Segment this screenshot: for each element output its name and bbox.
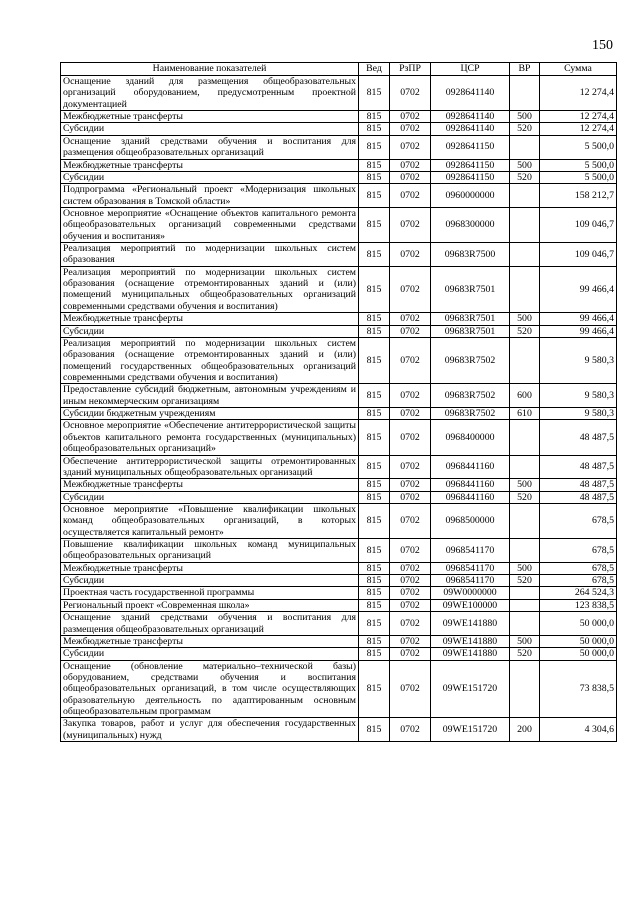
row-rzpr: 0702 <box>390 420 431 455</box>
row-name: Субсидии бюджетным учреждениям <box>61 408 359 420</box>
table-row <box>61 503 617 538</box>
table-row <box>61 384 617 408</box>
row-csr: 0928641150 <box>431 159 510 171</box>
row-vr <box>510 337 540 383</box>
row-vr <box>510 455 540 479</box>
row-ved: 815 <box>359 207 390 242</box>
row-vr <box>510 266 540 312</box>
row-vr <box>510 420 540 455</box>
row-vr <box>510 207 540 242</box>
table-header-row <box>61 63 617 76</box>
row-csr: 09683R7501 <box>431 325 510 337</box>
row-vr <box>510 135 540 159</box>
row-rzpr: 0702 <box>390 408 431 420</box>
row-ved: 815 <box>359 111 390 123</box>
row-sum: 9 580,3 <box>540 408 617 420</box>
row-name: Субсидии <box>61 648 359 660</box>
row-rzpr: 0702 <box>390 337 431 383</box>
table-row <box>61 123 617 135</box>
row-sum: 264 524,3 <box>540 587 617 599</box>
row-csr: 09683R7500 <box>431 243 510 267</box>
row-vr: 520 <box>510 123 540 135</box>
row-csr: 0928641140 <box>431 76 510 111</box>
table-row <box>61 313 617 325</box>
row-csr: 09683R7502 <box>431 384 510 408</box>
table-row <box>61 660 617 718</box>
row-ved: 815 <box>359 587 390 599</box>
row-ved: 815 <box>359 491 390 503</box>
table-row <box>61 337 617 383</box>
row-name: Субсидии <box>61 171 359 183</box>
row-ved: 815 <box>359 612 390 636</box>
row-rzpr: 0702 <box>390 503 431 538</box>
row-sum: 9 580,3 <box>540 384 617 408</box>
row-vr <box>510 76 540 111</box>
row-name: Субсидии <box>61 123 359 135</box>
row-ved: 815 <box>359 539 390 563</box>
row-ved: 815 <box>359 660 390 718</box>
row-ved: 815 <box>359 718 390 742</box>
table-row <box>61 266 617 312</box>
table-row <box>61 491 617 503</box>
row-csr: 09683R7502 <box>431 337 510 383</box>
row-csr: 0968300000 <box>431 207 510 242</box>
row-ved: 815 <box>359 420 390 455</box>
row-vr: 520 <box>510 575 540 587</box>
table-row <box>61 135 617 159</box>
table-row <box>61 635 617 647</box>
row-name: Субсидии <box>61 491 359 503</box>
row-name: Межбюджетные трансферты <box>61 111 359 123</box>
table-row <box>61 184 617 208</box>
row-sum: 12 274,4 <box>540 111 617 123</box>
row-rzpr: 0702 <box>390 325 431 337</box>
row-sum: 99 466,4 <box>540 325 617 337</box>
row-sum: 12 274,4 <box>540 123 617 135</box>
row-vr: 500 <box>510 159 540 171</box>
row-vr <box>510 660 540 718</box>
row-ved: 815 <box>359 503 390 538</box>
budget-table <box>60 62 617 742</box>
row-ved: 815 <box>359 562 390 574</box>
row-vr: 500 <box>510 562 540 574</box>
row-ved: 815 <box>359 171 390 183</box>
row-rzpr: 0702 <box>390 123 431 135</box>
row-sum: 50 000,0 <box>540 612 617 636</box>
row-csr: 0928641140 <box>431 111 510 123</box>
page-number: 150 <box>592 38 613 53</box>
row-rzpr: 0702 <box>390 111 431 123</box>
row-csr: 0968541170 <box>431 539 510 563</box>
table-row <box>61 587 617 599</box>
row-rzpr: 0702 <box>390 612 431 636</box>
row-vr <box>510 587 540 599</box>
row-csr: 0928641150 <box>431 171 510 183</box>
row-csr: 0968441160 <box>431 455 510 479</box>
row-csr: 0968541170 <box>431 575 510 587</box>
row-name: Оснащение зданий для размещения общеобразовательных организаций оборудованием, предусмотренным проектной документацией <box>61 76 359 111</box>
row-rzpr: 0702 <box>390 479 431 491</box>
row-rzpr: 0702 <box>390 575 431 587</box>
row-ved: 815 <box>359 479 390 491</box>
row-rzpr: 0702 <box>390 184 431 208</box>
row-ved: 815 <box>359 135 390 159</box>
row-csr: 0968441160 <box>431 479 510 491</box>
row-rzpr: 0702 <box>390 599 431 611</box>
row-ved: 815 <box>359 648 390 660</box>
row-name: Реализация мероприятий по модернизации школьных систем образования (оснащение отремонтированных зданий и (или) помещений муниципальных общеобразовательных организаций современными средствами обучения и воспитания) <box>61 266 359 312</box>
row-vr: 610 <box>510 408 540 420</box>
row-ved: 815 <box>359 266 390 312</box>
row-name: Основное мероприятие «Оснащение объектов капитального ремонта общеобразовательных организаций современными средствами обучения и воспитания» <box>61 207 359 242</box>
table-row <box>61 599 617 611</box>
row-name: Реализация мероприятий по модернизации школьных систем образования <box>61 243 359 267</box>
row-rzpr: 0702 <box>390 243 431 267</box>
row-name: Закупка товаров, работ и услуг для обеспечения государственных (муниципальных) нужд <box>61 718 359 742</box>
row-name: Проектная часть государственной программы <box>61 587 359 599</box>
row-csr: 09683R7501 <box>431 266 510 312</box>
row-rzpr: 0702 <box>390 171 431 183</box>
row-rzpr: 0702 <box>390 266 431 312</box>
row-sum: 678,5 <box>540 575 617 587</box>
row-vr: 520 <box>510 648 540 660</box>
row-csr: 09683R7502 <box>431 408 510 420</box>
header-rzpr: РзПР <box>390 63 431 76</box>
row-sum: 678,5 <box>540 562 617 574</box>
row-name: Субсидии <box>61 575 359 587</box>
row-vr: 500 <box>510 111 540 123</box>
row-sum: 99 466,4 <box>540 266 617 312</box>
row-rzpr: 0702 <box>390 491 431 503</box>
table-row <box>61 479 617 491</box>
row-vr: 500 <box>510 313 540 325</box>
row-rzpr: 0702 <box>390 135 431 159</box>
row-vr: 500 <box>510 479 540 491</box>
row-sum: 5 500,0 <box>540 135 617 159</box>
row-rzpr: 0702 <box>390 648 431 660</box>
row-ved: 815 <box>359 159 390 171</box>
table-row <box>61 539 617 563</box>
row-vr <box>510 243 540 267</box>
table-row <box>61 562 617 574</box>
row-name: Оснащение зданий средствами обучения и воспитания для размещения общеобразовательных организаций <box>61 612 359 636</box>
row-ved: 815 <box>359 384 390 408</box>
row-vr <box>510 612 540 636</box>
row-csr: 09WE151720 <box>431 718 510 742</box>
row-sum: 12 274,4 <box>540 76 617 111</box>
row-sum: 123 838,5 <box>540 599 617 611</box>
row-sum: 109 046,7 <box>540 243 617 267</box>
row-csr: 0968500000 <box>431 503 510 538</box>
header-sum: Сумма <box>540 63 617 76</box>
row-rzpr: 0702 <box>390 660 431 718</box>
row-sum: 5 500,0 <box>540 171 617 183</box>
row-name: Основное мероприятие «Повышение квалификации школьных команд общеобразовательных организаций, в которых осуществляется капитальный ремонт» <box>61 503 359 538</box>
row-ved: 815 <box>359 635 390 647</box>
row-sum: 50 000,0 <box>540 635 617 647</box>
row-rzpr: 0702 <box>390 539 431 563</box>
row-rzpr: 0702 <box>390 562 431 574</box>
row-ved: 815 <box>359 243 390 267</box>
row-name: Обеспечение антитеррористической защиты отремонтированных зданий муниципальных общеобразовательных организаций <box>61 455 359 479</box>
row-sum: 109 046,7 <box>540 207 617 242</box>
row-csr: 09WE100000 <box>431 599 510 611</box>
header-csr: ЦСР <box>431 63 510 76</box>
row-name: Межбюджетные трансферты <box>61 562 359 574</box>
row-ved: 815 <box>359 184 390 208</box>
row-vr <box>510 599 540 611</box>
row-csr: 0968541170 <box>431 562 510 574</box>
table-row <box>61 408 617 420</box>
table-row <box>61 575 617 587</box>
row-csr: 0928641140 <box>431 123 510 135</box>
row-sum: 48 487,5 <box>540 491 617 503</box>
row-rzpr: 0702 <box>390 587 431 599</box>
row-csr: 0968441160 <box>431 491 510 503</box>
row-sum: 48 487,5 <box>540 479 617 491</box>
row-ved: 815 <box>359 408 390 420</box>
row-name: Оснащение зданий средствами обучения и воспитания для размещения общеобразовательных организаций <box>61 135 359 159</box>
table-row <box>61 76 617 111</box>
row-name: Региональный проект «Современная школа» <box>61 599 359 611</box>
table-row <box>61 420 617 455</box>
table-row <box>61 243 617 267</box>
row-name: Предоставление субсидий бюджетным, автономным учреждениям и иным некоммерческим организациям <box>61 384 359 408</box>
row-rzpr: 0702 <box>390 207 431 242</box>
row-csr: 09WE151720 <box>431 660 510 718</box>
row-vr <box>510 184 540 208</box>
row-ved: 815 <box>359 123 390 135</box>
table-row <box>61 111 617 123</box>
row-vr <box>510 503 540 538</box>
row-vr: 500 <box>510 635 540 647</box>
row-rzpr: 0702 <box>390 159 431 171</box>
table-row <box>61 171 617 183</box>
row-name: Повышение квалификации школьных команд муниципальных общеобразовательных организаций <box>61 539 359 563</box>
row-ved: 815 <box>359 575 390 587</box>
row-rzpr: 0702 <box>390 635 431 647</box>
table-row <box>61 159 617 171</box>
row-sum: 158 212,7 <box>540 184 617 208</box>
table-row <box>61 207 617 242</box>
row-rzpr: 0702 <box>390 718 431 742</box>
row-vr: 520 <box>510 171 540 183</box>
header-name: Наименование показателей <box>61 63 359 76</box>
row-sum: 48 487,5 <box>540 455 617 479</box>
row-rzpr: 0702 <box>390 76 431 111</box>
row-csr: 09WE141880 <box>431 635 510 647</box>
row-name: Субсидии <box>61 325 359 337</box>
row-ved: 815 <box>359 76 390 111</box>
row-sum: 678,5 <box>540 539 617 563</box>
row-sum: 50 000,0 <box>540 648 617 660</box>
row-csr: 09WE141880 <box>431 612 510 636</box>
row-sum: 48 487,5 <box>540 420 617 455</box>
row-csr: 0968400000 <box>431 420 510 455</box>
table-row <box>61 612 617 636</box>
row-sum: 678,5 <box>540 503 617 538</box>
table-row <box>61 648 617 660</box>
row-sum: 73 838,5 <box>540 660 617 718</box>
row-vr: 520 <box>510 491 540 503</box>
row-name: Межбюджетные трансферты <box>61 313 359 325</box>
row-vr: 600 <box>510 384 540 408</box>
row-ved: 815 <box>359 313 390 325</box>
row-name: Межбюджетные трансферты <box>61 635 359 647</box>
row-ved: 815 <box>359 455 390 479</box>
header-ved: Вед <box>359 63 390 76</box>
row-name: Основное мероприятие «Обеспечение антитеррористической защиты объектов капитального ремонта государственных (муниципальных) общеобразовательных организаций» <box>61 420 359 455</box>
row-vr: 520 <box>510 325 540 337</box>
header-vr: ВР <box>510 63 540 76</box>
row-sum: 4 304,6 <box>540 718 617 742</box>
row-sum: 99 466,4 <box>540 313 617 325</box>
row-csr: 09683R7501 <box>431 313 510 325</box>
row-csr: 0960000000 <box>431 184 510 208</box>
row-sum: 9 580,3 <box>540 337 617 383</box>
row-name: Подпрограмма «Региональный проект «Модернизация школьных систем образования в Томской области» <box>61 184 359 208</box>
table-row <box>61 455 617 479</box>
row-ved: 815 <box>359 337 390 383</box>
row-name: Межбюджетные трансферты <box>61 479 359 491</box>
row-ved: 815 <box>359 599 390 611</box>
row-csr: 0928641150 <box>431 135 510 159</box>
row-vr <box>510 539 540 563</box>
row-name: Реализация мероприятий по модернизации школьных систем образования (оснащение отремонтированных зданий и (или) помещений государственных общеобразовательных организаций современными средствами обучения и воспитания) <box>61 337 359 383</box>
row-rzpr: 0702 <box>390 384 431 408</box>
row-vr: 200 <box>510 718 540 742</box>
row-csr: 09W0000000 <box>431 587 510 599</box>
row-name: Межбюджетные трансферты <box>61 159 359 171</box>
row-name: Оснащение (обновление материально–технической базы) оборудованием, средствами обучения и воспитания общеобразовательных организаций, в том числе осуществляющих образовательную деятельность по адаптированным основным общеобразовательным программам <box>61 660 359 718</box>
row-ved: 815 <box>359 325 390 337</box>
row-csr: 09WE141880 <box>431 648 510 660</box>
table-row <box>61 718 617 742</box>
row-sum: 5 500,0 <box>540 159 617 171</box>
row-rzpr: 0702 <box>390 313 431 325</box>
table-row <box>61 325 617 337</box>
row-rzpr: 0702 <box>390 455 431 479</box>
